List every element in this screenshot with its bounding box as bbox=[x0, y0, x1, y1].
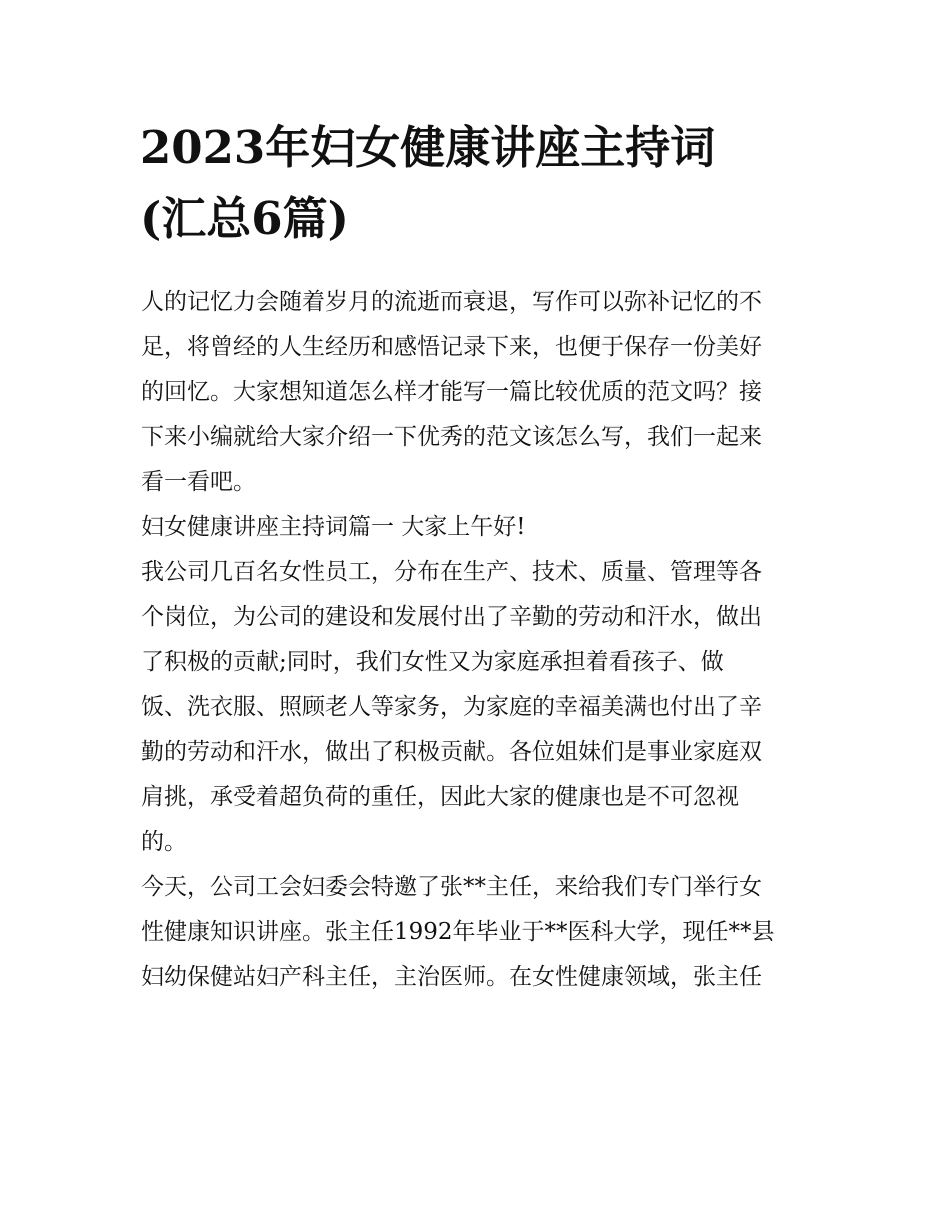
body-line: 的。 bbox=[141, 829, 187, 855]
body-line: 看一看吧。 bbox=[141, 469, 256, 495]
body-line: 下来小编就给大家介绍一下优秀的范文该怎么写，我们一起来 bbox=[141, 424, 762, 450]
body-line: 足，将曾经的人生经历和感悟记录下来，也便于保存一份美好 bbox=[141, 334, 762, 360]
body-line: 我公司几百名女性员工，分布在生产、技术、质量、管理等各 bbox=[141, 559, 762, 585]
body-line: 个岗位，为公司的建设和发展付出了辛勤的劳动和汗水，做出 bbox=[141, 604, 762, 630]
body-line: 饭、洗衣服、照顾老人等家务，为家庭的幸福美满也付出了辛 bbox=[141, 694, 762, 720]
title-line: 2023年妇女健康讲座主持词 bbox=[140, 121, 716, 174]
body-line: 肩挑，承受着超负荷的重任，因此大家的健康也是不可忽视 bbox=[141, 784, 739, 810]
body-line: 性健康知识讲座。张主任1992年毕业于**医科大学，现任**县 bbox=[141, 919, 775, 945]
body-line: 妇幼保健站妇产科主任，主治医师。在女性健康领域，张主任 bbox=[141, 964, 762, 990]
document-body bbox=[141, 280, 821, 1000]
section-heading-line: 妇女健康讲座主持词篇一 大家上午好! bbox=[141, 514, 526, 540]
body-line: 人的记忆力会随着岁月的流逝而衰退，写作可以弥补记忆的不 bbox=[141, 289, 762, 315]
body-line: 的回忆。大家想知道怎么样才能写一篇比较优质的范文吗？接 bbox=[141, 379, 762, 405]
body-line: 勤的劳动和汗水，做出了积极贡献。各位姐妹们是事业家庭双 bbox=[141, 739, 762, 765]
body-line: 今天，公司工会妇委会特邀了张**主任，来给我们专门举行女 bbox=[141, 874, 762, 900]
body-line: 了积极的贡献;同时，我们女性又为家庭承担着看孩子、做 bbox=[141, 649, 724, 675]
document-title bbox=[140, 112, 820, 254]
title-line: (汇总6篇) bbox=[140, 192, 349, 245]
